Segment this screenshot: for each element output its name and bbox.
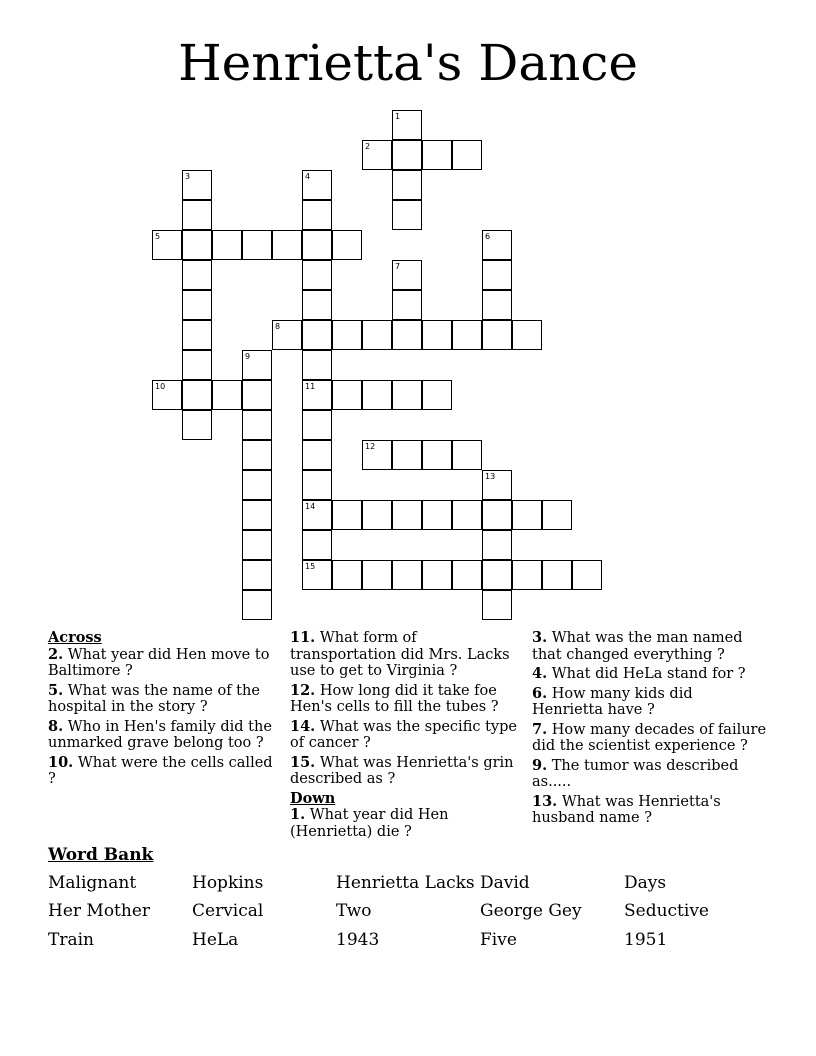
crossword-cell[interactable] [302, 440, 332, 470]
crossword-cell[interactable] [452, 320, 482, 350]
word-bank-item: Train [48, 930, 94, 950]
crossword-cell[interactable] [362, 320, 392, 350]
crossword-cell[interactable] [512, 320, 542, 350]
word-bank-title: Word Bank [48, 845, 154, 865]
clue-number: 5 [155, 232, 161, 241]
crossword-cell[interactable] [272, 320, 302, 350]
crossword-cell[interactable] [572, 560, 602, 590]
crossword-cell[interactable] [242, 560, 272, 590]
crossword-cell[interactable] [302, 230, 332, 260]
crossword-cell[interactable] [422, 440, 452, 470]
crossword-cell[interactable] [482, 290, 512, 320]
crossword-cell[interactable] [302, 380, 332, 410]
crossword-cell[interactable] [392, 320, 422, 350]
crossword-cell[interactable] [392, 110, 422, 140]
crossword-cell[interactable] [302, 560, 332, 590]
clue-number: 10 [155, 382, 166, 391]
clue-number-label: 10. [48, 753, 74, 771]
crossword-cell[interactable] [482, 590, 512, 620]
clue-item [48, 719, 284, 752]
clue-text: What year did Hen move to Baltimore ? [48, 646, 270, 679]
crossword-cell[interactable] [422, 320, 452, 350]
crossword-cell[interactable] [452, 140, 482, 170]
word-bank-item: 1943 [336, 930, 380, 950]
crossword-cell[interactable] [392, 500, 422, 530]
crossword-cell[interactable] [302, 290, 332, 320]
clue-number-label: 15. [290, 753, 316, 771]
crossword-cell[interactable] [242, 470, 272, 500]
crossword-cell[interactable] [242, 380, 272, 410]
crossword-cell[interactable] [362, 500, 392, 530]
crossword-cell[interactable] [392, 440, 422, 470]
crossword-cell[interactable] [362, 140, 392, 170]
clue-item [532, 630, 768, 663]
word-bank-item: Seductive [624, 901, 709, 921]
crossword-cell[interactable] [242, 530, 272, 560]
word-bank-item: Her Mother [48, 901, 151, 921]
crossword-cell[interactable] [302, 410, 332, 440]
clue-number: 3 [185, 172, 191, 181]
clue-number-label: 14. [290, 717, 316, 735]
clue-item [532, 758, 768, 791]
crossword-cell[interactable] [242, 590, 272, 620]
crossword-cell[interactable] [392, 560, 422, 590]
clue-number-label: 2. [48, 645, 64, 663]
crossword-cell[interactable] [392, 170, 422, 200]
crossword-cell[interactable] [302, 350, 332, 380]
crossword-cell[interactable] [392, 260, 422, 290]
clues-column-1 [48, 630, 284, 791]
crossword-cell[interactable] [182, 230, 212, 260]
crossword-cell[interactable] [302, 470, 332, 500]
clue-number-label: 9. [532, 756, 548, 774]
clue-item [532, 686, 768, 719]
clue-text: How many kids did Henrietta have ? [532, 685, 693, 718]
crossword-cell[interactable] [422, 380, 452, 410]
word-bank-item: Cervical [192, 901, 264, 921]
clue-number: 15 [305, 562, 316, 571]
clue-text: What was the specific type of cancer ? [290, 718, 517, 751]
clue-number: 12 [365, 442, 376, 451]
clue-number-label: 4. [532, 665, 548, 682]
crossword-cell[interactable] [482, 230, 512, 260]
clue-number-label: 1. [290, 806, 306, 823]
crossword-cell[interactable] [362, 380, 392, 410]
crossword-cell[interactable] [452, 500, 482, 530]
clue-text: What were the cells called ? [48, 754, 273, 787]
clue-item [532, 722, 768, 755]
clue-item [48, 683, 284, 716]
clue-number: 7 [395, 262, 401, 271]
crossword-cell[interactable] [452, 560, 482, 590]
crossword-cell[interactable] [242, 350, 272, 380]
clue-number-label: 13. [532, 792, 558, 810]
crossword-cell[interactable] [482, 320, 512, 350]
crossword-cell[interactable] [182, 290, 212, 320]
word-bank-item: 1951 [624, 930, 668, 950]
crossword-cell[interactable] [182, 410, 212, 440]
clue-text: What form of transportation did Mrs. Lacks use to get to Virginia ? [290, 630, 510, 679]
clue-number: 6 [485, 232, 491, 241]
clue-number: 11 [305, 382, 316, 391]
page-title: Henrietta's Dance [178, 34, 638, 92]
crossword-cell[interactable] [482, 470, 512, 500]
clue-number-label: 11. [290, 629, 316, 646]
clue-item [48, 755, 284, 788]
clue-text: What was Henrietta's husband name ? [532, 793, 721, 826]
clue-number-label: 8. [48, 717, 64, 735]
crossword-cell[interactable] [182, 200, 212, 230]
crossword-cell[interactable] [452, 440, 482, 470]
word-bank-item: Hopkins [192, 873, 264, 893]
crossword-cell[interactable] [332, 230, 362, 260]
clue-number: 8 [275, 322, 281, 331]
clue-number: 4 [305, 172, 311, 181]
crossword-cell[interactable] [182, 320, 212, 350]
clue-item [532, 666, 768, 683]
crossword-cell[interactable] [302, 200, 332, 230]
clue-number-label: 7. [532, 720, 548, 738]
crossword-cell[interactable] [392, 290, 422, 320]
clue-number-label: 3. [532, 629, 548, 646]
crossword-cell[interactable] [182, 380, 212, 410]
crossword-cell[interactable] [482, 500, 512, 530]
crossword-cell[interactable] [212, 380, 242, 410]
clue-number: 9 [245, 352, 251, 361]
crossword-cell[interactable] [242, 410, 272, 440]
clue-text: How long did it take foe Hen's cells to fill the tubes ? [290, 682, 499, 715]
clue-item [290, 719, 526, 752]
down-heading: Down [290, 789, 336, 807]
clues-column-2 [290, 630, 526, 843]
word-bank-item: HeLa [192, 930, 239, 950]
clue-text: Who in Hen's family did the unmarked grave belong too ? [48, 718, 272, 751]
crossword-cell[interactable] [482, 260, 512, 290]
crossword-cell[interactable] [332, 500, 362, 530]
crossword-cell[interactable] [302, 170, 332, 200]
crossword-cell[interactable] [482, 560, 512, 590]
clue-text: What was Henrietta's grin described as ? [290, 754, 514, 787]
clue-text: What was the name of the hospital in the story ? [48, 682, 260, 715]
word-bank-item: Five [480, 930, 517, 950]
clue-text: What did HeLa stand for ? [547, 666, 746, 682]
clue-item [290, 755, 526, 788]
crossword-cell[interactable] [512, 500, 542, 530]
word-bank-item: Malignant [48, 873, 137, 893]
clue-number-label: 12. [290, 681, 316, 699]
clue-item [290, 630, 526, 680]
crossword-cell[interactable] [212, 230, 242, 260]
crossword-cell[interactable] [242, 440, 272, 470]
crossword-cell[interactable] [392, 140, 422, 170]
clue-number-label: 6. [532, 684, 548, 702]
crossword-cell[interactable] [422, 560, 452, 590]
crossword-cell[interactable] [152, 380, 182, 410]
word-bank-item: Days [624, 873, 667, 893]
word-bank-item: George Gey [480, 901, 582, 921]
clue-item [290, 807, 526, 840]
crossword-cell[interactable] [272, 230, 302, 260]
crossword-cell[interactable] [302, 500, 332, 530]
clue-text: What was the man named that changed everything ? [532, 630, 743, 663]
across-heading: Across [48, 629, 102, 646]
word-bank-item: David [480, 873, 530, 893]
crossword-cell[interactable] [302, 320, 332, 350]
crossword-cell[interactable] [182, 350, 212, 380]
crossword-cell[interactable] [362, 560, 392, 590]
clue-text: The tumor was described as..... [532, 757, 739, 790]
clue-number: 2 [365, 142, 371, 151]
crossword-cell[interactable] [482, 530, 512, 560]
crossword-cell[interactable] [182, 260, 212, 290]
crossword-cell[interactable] [182, 170, 212, 200]
clue-number: 1 [395, 112, 401, 121]
crossword-cell[interactable] [242, 230, 272, 260]
crossword-cell[interactable] [512, 560, 542, 590]
crossword-cell[interactable] [392, 380, 422, 410]
word-bank-item: Two [336, 901, 372, 921]
crossword-cell[interactable] [302, 260, 332, 290]
crossword-cell[interactable] [422, 140, 452, 170]
clue-text: How many decades of failure did the scientist experience ? [532, 721, 767, 754]
clue-item [532, 794, 768, 827]
crossword-cell[interactable] [542, 500, 572, 530]
clue-item [48, 647, 284, 680]
clue-text: What year did Hen (Henrietta) die ? [290, 807, 449, 840]
clue-number: 14 [305, 502, 316, 511]
crossword-cell[interactable] [362, 440, 392, 470]
crossword-cell[interactable] [152, 230, 182, 260]
clue-number-label: 5. [48, 681, 64, 699]
crossword-cell[interactable] [422, 500, 452, 530]
crossword-cell[interactable] [332, 380, 362, 410]
crossword-cell[interactable] [302, 530, 332, 560]
crossword-cell[interactable] [242, 500, 272, 530]
word-bank-item: Henrietta Lacks [336, 873, 475, 893]
crossword-cell[interactable] [392, 200, 422, 230]
clues-column-3 [532, 630, 768, 830]
crossword-cell[interactable] [332, 560, 362, 590]
clue-number: 13 [485, 472, 496, 481]
crossword-cell[interactable] [542, 560, 572, 590]
crossword-cell[interactable] [332, 320, 362, 350]
clue-item [290, 683, 526, 716]
